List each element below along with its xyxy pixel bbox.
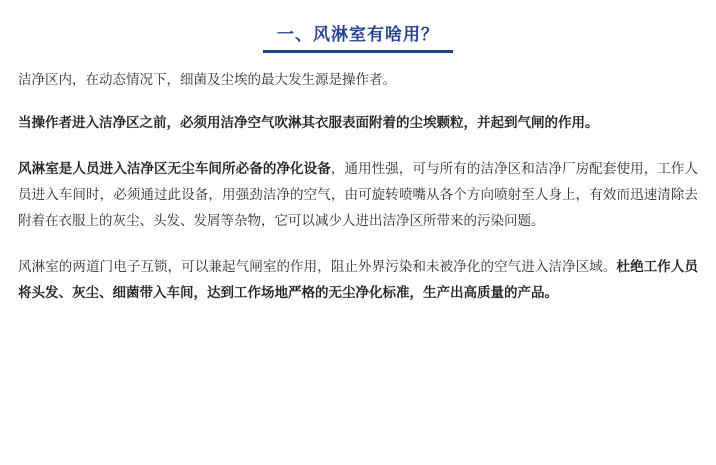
paragraph-1-segment-1: 洁净区内，在动态情况下，细菌及尘埃的最大发生源是操作者。 <box>18 72 396 87</box>
paragraph-1 <box>18 67 698 93</box>
paragraph-4 <box>18 254 698 307</box>
paragraph-3-segment-1: 风淋室是人员进入洁净区无尘车间所必备的净化设备 <box>18 160 331 176</box>
paragraph-3 <box>18 156 698 235</box>
paragraph-4-segment-1: 风淋室的两道门电子互锁，可以兼起气闸室的作用，阻止外界污染和未被净化的空气进入洁净区域。 <box>18 258 617 274</box>
page-title: 一、风淋室有啥用？ <box>277 25 439 44</box>
page-title-container <box>18 0 698 67</box>
page-title-underline-box <box>263 18 453 53</box>
paragraph-3-segment-2: ，通用性强，可与所有的洁净区和洁净厂房配套使用，工作人员进入车间时，必须通过此设备，用强劲洁净的空气，由可旋转喷嘴从各个方向喷射至人身上，有效而迅速清除去附着在衣服上的灰尘、头发、发屑等杂物，它可以减少人进出洁净区所带来的污染问题。 <box>18 160 699 229</box>
paragraph-2-segment-1: 当操作者进入洁净区之前，必须用洁净空气吹淋其衣服表面附着的尘埃颗粒，并起到气闸的作用。 <box>18 115 599 131</box>
paragraph-4-segment-2: 杜绝工作人员将头发、灰尘、细菌带入车间，达到工作场地严格的无尘净化标准，生产出高质量的产品。 <box>18 258 699 300</box>
paragraph-2 <box>18 110 698 136</box>
